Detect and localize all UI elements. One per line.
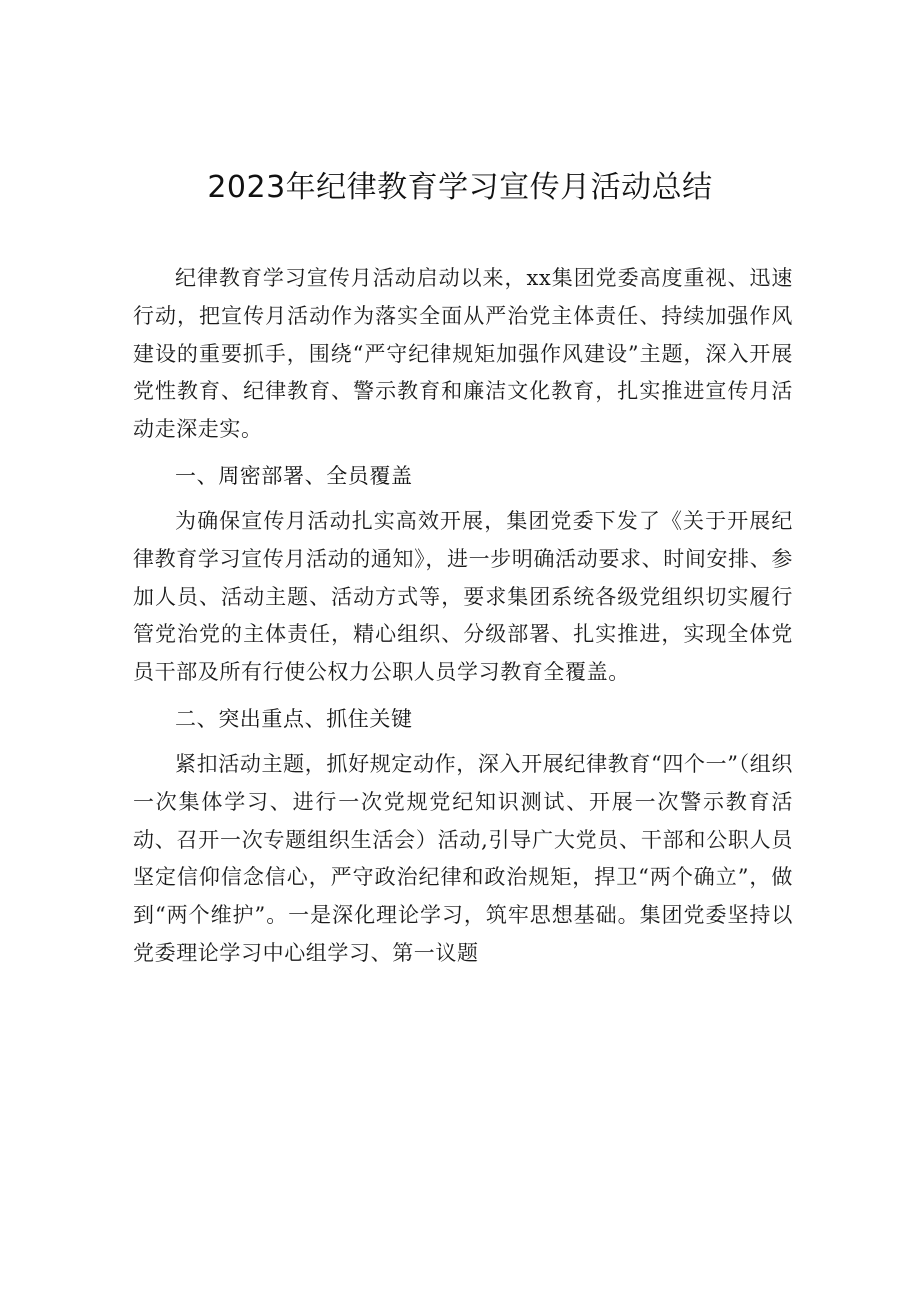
intro-paragraph: 纪律教育学习宣传月活动启动以来，xx集团党委高度重视、迅速行动，把宣传月活动作为落实全面从严治党主体责任、持续加强作风建设的重要抓手，围绕“严守纪律规矩加强作风建设”主题，深入开展党性教育、纪律教育、警示教育和廉洁文化教育，扎实推进宣传月活动走深走实。 xyxy=(133,266,793,442)
document-body xyxy=(133,260,793,973)
section-paragraph-2: 紧扣活动主题，抓好规定动作，深入开展纪律教育“四个一”（组织一次集体学习、进行一次党规党纪知识测试、开展一次警示教育活动、召开一次专题组织生活会）活动,引导广大党员、干部和公职人员坚定信仰信念信心，严守政治纪律和政治规矩，捍卫“两个确立”，做到“两个维护”。一是深化理论学习，筑牢思想基础。集团党委坚持以党委理论学习中心组学习、第一议题 xyxy=(133,751,793,965)
section-paragraph-1: 为确保宣传月活动扎实高效开展，集团党委下发了《关于开展纪律教育学习宣传月活动的通知》，进一步明确活动要求、时间安排、参加人员、活动主题、活动方式等，要求集团系统各级党组织切实履行管党治党的主体责任，精心组织、分级部署、扎实推进，实现全体党员干部及所有行使公权力公职人员学习教育全覆盖。 xyxy=(133,508,793,685)
document-title: 2023年纪律教育学习宣传月活动总结 xyxy=(207,170,713,205)
section-heading-1: 一、周密部署、全员覆盖 xyxy=(175,463,413,488)
section-heading-2: 二、突出重点、抓住关键 xyxy=(175,706,413,731)
